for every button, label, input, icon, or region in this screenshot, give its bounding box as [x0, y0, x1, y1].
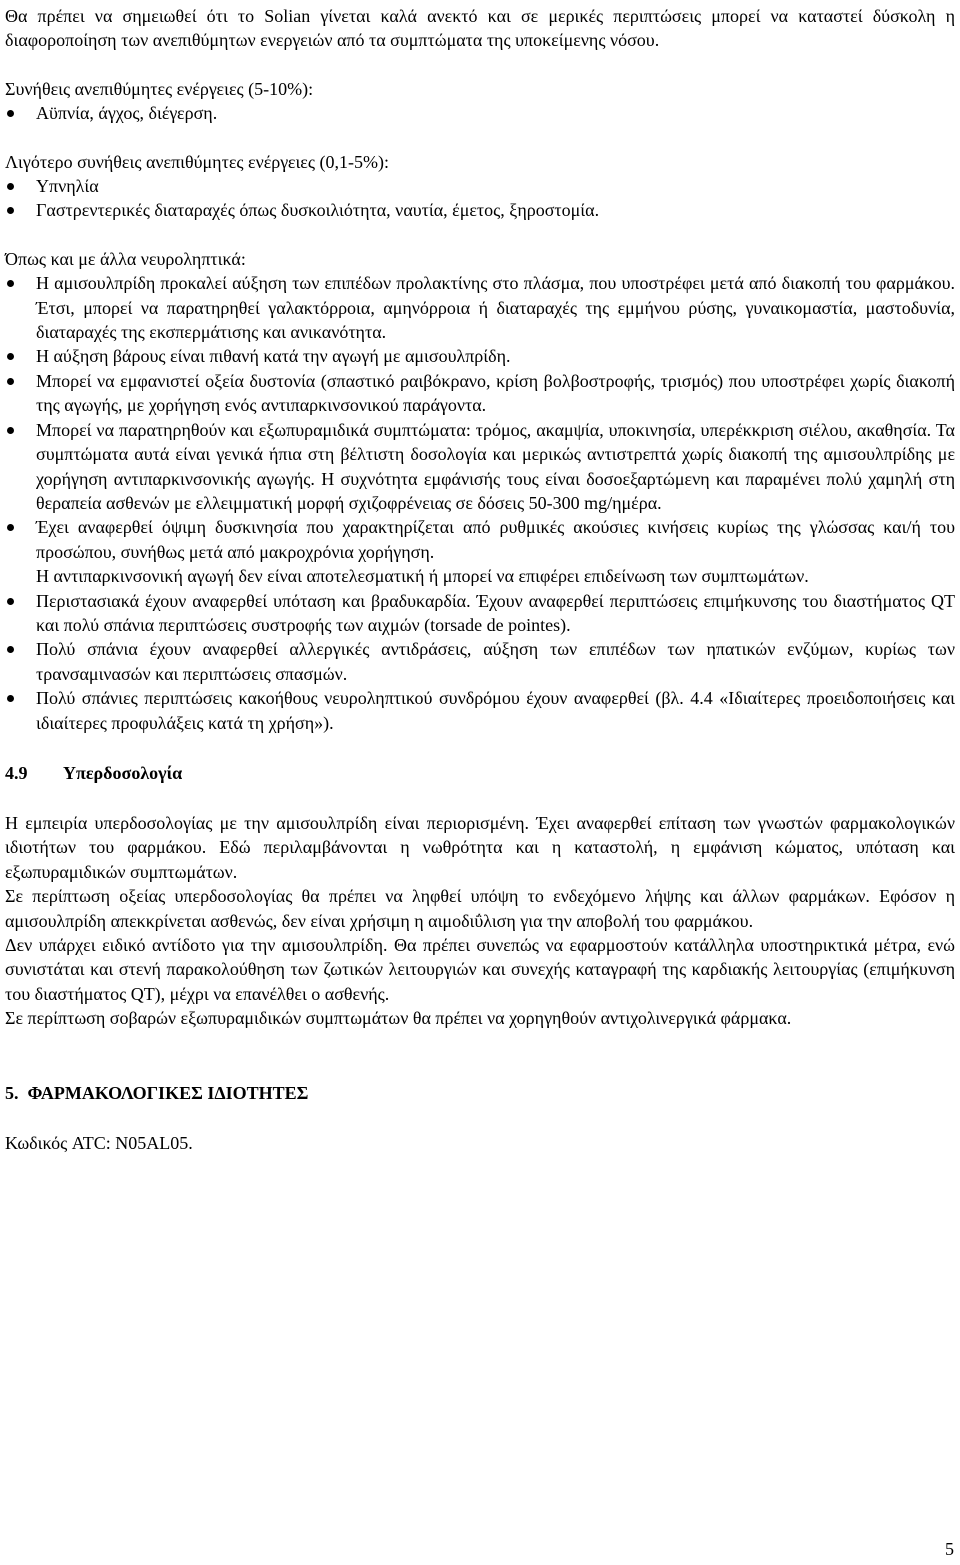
list-item: Πολύ σπάνια έχουν αναφερθεί αλλεργικές αντιδράσεις, αύξηση των επιπέδων των ηπατικών ενζύμων, κυρίως των τρανσαμινασών και περιπτώσεις σπασμών.: [5, 637, 955, 686]
section-4-9-heading: [5, 761, 955, 785]
less-common-effects-heading: Λιγότερο συνήθεις ανεπιθύμητες ενέργειες (0,1-5%):: [5, 151, 389, 172]
overdose-paragraph: Δεν υπάρχει ειδικό αντίδοτο για την αμισουλπρίδη. Θα πρέπει συνεπώς να εφαρμοστούν κατάλληλα υποστηρικτικά μέτρα, ενώ συνιστάται και στενή παρακολούθηση των ζωτικών λειτουργιών και συνεχής καταγραφή της καρδιακής λειτουργίας (επιμήκυνση του διαστήματος QT), μέχρι να επανέλθει ο ασθενής.: [5, 935, 955, 1004]
page-number: 5: [945, 1538, 954, 1559]
list-item: Περιστασιακά έχουν αναφερθεί υπόταση και βραδυκαρδία. Έχουν αναφερθεί περιπτώσεις επιμήκυνσης του διαστήματος QT και πολύ σπάνια περιπτώσεις συστροφής των αιχμών (torsade de pointes).: [5, 589, 955, 638]
section-number: 4.9: [5, 762, 28, 783]
list-item: Η αύξηση βάρους είναι πιθανή κατά την αγωγή με αμισουλπρίδη.: [5, 344, 955, 368]
section-5-heading: 5. ΦΑΡΜΑΚΟΛΟΓΙΚΕΣ ΙΔΙΟΤΗΤΕΣ: [5, 1082, 309, 1103]
list-item: Πολύ σπάνιες περιπτώσεις κακοήθους νευροληπτικού συνδρόμου έχουν αναφερθεί (βλ. 4.4 «Ιδιαίτερες προειδοποιήσεις και ιδιαίτερες προφυλάξεις κατά τη χρήση»).: [5, 686, 955, 735]
atc-code: Κωδικός ATC: N05AL05.: [5, 1132, 193, 1153]
list-item: Αϋπνία, άγχος, διέγερση.: [5, 101, 955, 125]
list-item: Μπορεί να εμφανιστεί οξεία δυστονία (σπαστικό ραιβόκρανο, κρίση βολβοστροφής, τρισμός) που υποστρέφει χωρίς διακοπή της αγωγής, με χορήγηση ενός αντιπαρκινσονικού παράγοντα.: [5, 369, 955, 418]
dyskinesia-text: Έχει αναφερθεί όψιμη δυσκινησία που χαρακτηρίζεται από ρυθμικές ακούσιες κινήσεις κυρίως της γλώσσας και/ή του προσώπου, συνήθως μετά από μακροχρόνια χορήγηση.: [36, 517, 955, 562]
common-effects-heading: Συνήθεις ανεπιθύμητες ενέργειες (5-10%):: [5, 78, 314, 99]
overdose-paragraph: Σε περίπτωση οξείας υπερδοσολογίας θα πρέπει να ληφθεί υπόψη το ενδεχόμενο λήψης και άλλων φαρμάκων. Εφόσον η αμισουλπρίδη απεκκρίνεται ασθενώς, δεν είναι χρήσιμη η αιμοδιΰλιση για την αποβολή του φαρμάκου.: [5, 886, 955, 931]
overdose-paragraph: Η εμπειρία υπερδοσολογίας με την αμισουλπρίδη είναι περιορισμένη. Έχει αναφερθεί επίταση των γνωστών φαρμακολογικών ιδιοτήτων του φαρμάκου. Εδώ περιλαμβάνονται η νωθρότητα και η καταστολή, η εμφάνιση κώματος, υπόταση και εξωπυραμιδικών συμπτωμάτων.: [5, 812, 955, 882]
dyskinesia-note: Η αντιπαρκινσονική αγωγή δεν είναι αποτελεσματική ή μπορεί να επιφέρει επιδείνωση των συμπτωμάτων.: [36, 566, 809, 587]
neuroleptics-list: [5, 271, 955, 735]
list-item: Η αμισουλπρίδη προκαλεί αύξηση των επιπέδων προλακτίνης στο πλάσμα, που υποστρέφει μετά από διακοπή του φαρμάκου. Έτσι, μπορεί να παρατηρηθεί γαλακτόρροια, αμηνόρροια ή διαταραχές της εμμήνου ρύσης, γυναικομαστία, μαστοδυνία, διαταραχές της εκσπερμάτισης και ανικανότητα.: [5, 271, 955, 344]
common-effects-list: [5, 101, 955, 125]
list-item: Υπνηλία: [5, 174, 955, 198]
section-title: Υπερδοσολογία: [63, 762, 183, 783]
list-item: [5, 515, 955, 588]
list-item: Μπορεί να παρατηρηθούν και εξωπυραμιδικά συμπτώματα: τρόμος, ακαμψία, υποκινησία, υπερέκκριση σιέλου, ακαθησία. Τα συμπτώματα αυτά είναι γενικά ήπια στη βέλτιστη δοσολογία και μερικώς αντιστρεπτά χωρίς διακοπή της αμισουλπρίδης με χορήγηση αντιπαρκινσονικής αγωγής. Η συχνότητα εμφάνισής τους είναι δοσοεξαρτώμενη και παραμένει πολύ χαμηλή στη θεραπεία ασθενών με ελλειμματική μορφή σχιζοφρένειας σε δόσεις 50-300 mg/ημέρα.: [5, 418, 955, 516]
less-common-effects-list: [5, 174, 955, 223]
list-item: Γαστρεντερικές διαταραχές όπως δυσκοιλιότητα, ναυτία, έμετος, ξηροστομία.: [5, 198, 955, 222]
intro-paragraph: Θα πρέπει να σημειωθεί ότι το Solian γίνεται καλά ανεκτό και σε μερικές περιπτώσεις μπορεί να καταστεί δύσκολη η διαφοροποίηση των ανεπιθύμητων ενεργειών από τα συμπτώματα της υποκείμενης νόσου.: [5, 6, 955, 51]
neuroleptics-heading: Όπως και με άλλα νευροληπτικά:: [5, 248, 246, 269]
overdose-paragraph: Σε περίπτωση σοβαρών εξωπυραμιδικών συμπτωμάτων θα πρέπει να χορηγηθούν αντιχολινεργικά φάρμακα.: [5, 1008, 792, 1029]
document-page: [5, 4, 955, 1155]
